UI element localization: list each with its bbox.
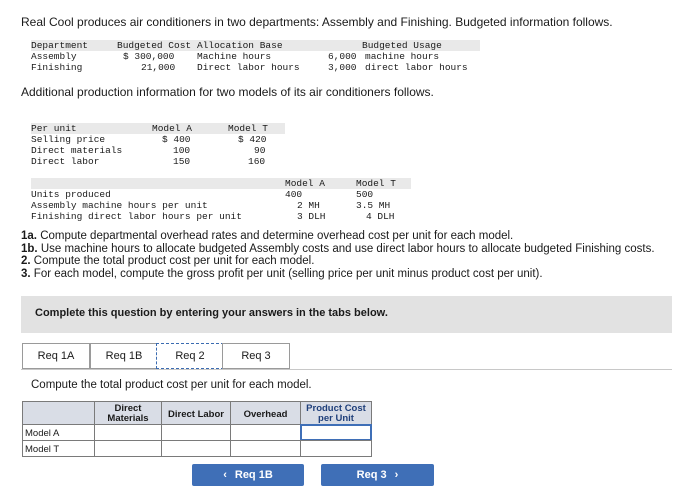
- requirement-tag: 1b.: [21, 242, 38, 255]
- col-header: Model A: [285, 178, 325, 189]
- col-header: Budgeted Cost: [117, 40, 192, 51]
- tab-instruction: Compute the total product cost per unit for each model.: [31, 379, 312, 391]
- row-label-model-a: Model A: [22, 424, 95, 441]
- cell: 100: [173, 145, 191, 156]
- requirement-item: [21, 268, 655, 281]
- cell: Machine hours: [197, 51, 272, 62]
- col-header: Model A: [152, 123, 192, 134]
- cell: Direct labor hours: [197, 62, 300, 73]
- requirement-item: [21, 243, 655, 256]
- requirement-text: For each model, compute the gross profit per unit (selling price per unit minus product cost per unit).: [30, 267, 543, 280]
- cell: 4 DLH: [366, 211, 395, 222]
- instruction-panel-text: Complete this question by entering your answers in the tabs below.: [35, 307, 388, 319]
- cell: Assembly: [31, 51, 77, 62]
- tab-req-1a[interactable]: Req 1A: [22, 343, 90, 369]
- tabs-divider: [21, 369, 672, 370]
- requirement-text: Compute departmental overhead rates and determine overhead cost per unit for each model.: [37, 230, 514, 242]
- input-model-t-overhead[interactable]: [230, 440, 301, 457]
- cell: direct labor hours: [365, 62, 468, 73]
- col-header: Department: [31, 40, 89, 51]
- cell: $ 400: [162, 134, 191, 145]
- cell: Finishing: [31, 62, 83, 73]
- requirements-list: [21, 230, 655, 280]
- tab-req-1b[interactable]: Req 1B: [90, 343, 158, 369]
- requirement-tag: 1a.: [21, 230, 37, 242]
- requirement-item: [21, 255, 655, 268]
- cell: machine hours: [365, 51, 440, 62]
- tab-req-3[interactable]: Req 3: [222, 343, 290, 369]
- requirement-text: Compute the total product cost per unit for each model.: [30, 255, 315, 267]
- requirement-text: Use machine hours to allocate budgeted Assembly costs and use direct labor hours to allocate budgeted Finishing costs.: [37, 242, 655, 255]
- tab-req-2[interactable]: Req 2: [156, 343, 224, 369]
- requirement-item: [21, 230, 655, 243]
- col-header: Model T: [228, 123, 268, 134]
- cell: 3 DLH: [297, 211, 326, 222]
- input-model-a-overhead[interactable]: [230, 424, 301, 441]
- intro-text: Real Cool produces air conditioners in two departments: Assembly and Finishing. Budgeted information follows.: [21, 15, 613, 29]
- cell: Finishing direct labor hours per unit: [31, 211, 242, 222]
- col-header-direct-labor: Direct Labor: [161, 401, 231, 425]
- chevron-right-icon: ›: [394, 469, 399, 481]
- cell: 150: [173, 156, 191, 167]
- cell: 21,000: [141, 62, 176, 73]
- cell: Direct labor: [31, 156, 100, 167]
- cell: 400: [285, 189, 303, 200]
- cell: Units produced: [31, 189, 111, 200]
- cell: Selling price: [31, 134, 106, 145]
- prev-button[interactable]: [192, 464, 304, 486]
- col-header-product-cost: Product Cost per Unit: [300, 401, 372, 425]
- requirement-tag: 2.: [21, 255, 31, 267]
- prev-button-label: Req 1B: [234, 469, 273, 481]
- input-model-a-direct-labor[interactable]: [161, 424, 231, 441]
- row-label-model-t: Model T: [22, 440, 95, 457]
- cell: Assembly machine hours per unit: [31, 200, 208, 211]
- cell: $ 300,000: [123, 51, 175, 62]
- cell: 3.5 MH: [356, 200, 391, 211]
- cell: $ 420: [238, 134, 267, 145]
- col-header-direct-materials: Direct Materials: [94, 401, 162, 425]
- cell: 3,000: [328, 62, 357, 73]
- input-model-t-direct-materials[interactable]: [94, 440, 162, 457]
- cell: 500: [356, 189, 374, 200]
- next-button[interactable]: [321, 464, 434, 486]
- corner-cell: [22, 401, 95, 425]
- cell: 2 MH: [297, 200, 320, 211]
- input-model-t-product-cost[interactable]: [300, 440, 372, 457]
- input-model-a-direct-materials[interactable]: [94, 424, 162, 441]
- cell: 160: [248, 156, 266, 167]
- input-model-t-direct-labor[interactable]: [161, 440, 231, 457]
- answer-table: [22, 401, 372, 458]
- additional-info-text: Additional production information for two models of its air conditioners follows.: [21, 85, 434, 99]
- chevron-left-icon: ‹: [223, 469, 227, 481]
- input-model-a-product-cost[interactable]: [300, 424, 372, 441]
- col-header: Model T: [356, 178, 396, 189]
- col-header-overhead: Overhead: [230, 401, 301, 425]
- next-button-label: Req 3: [356, 469, 387, 481]
- cell: 90: [254, 145, 266, 156]
- requirement-tag: 3.: [21, 267, 31, 280]
- col-header: Allocation Base: [197, 40, 283, 51]
- col-header: Budgeted Usage: [362, 40, 442, 51]
- cell: 6,000: [328, 51, 357, 62]
- cell: Direct materials: [31, 145, 123, 156]
- col-header: Per unit: [31, 123, 77, 134]
